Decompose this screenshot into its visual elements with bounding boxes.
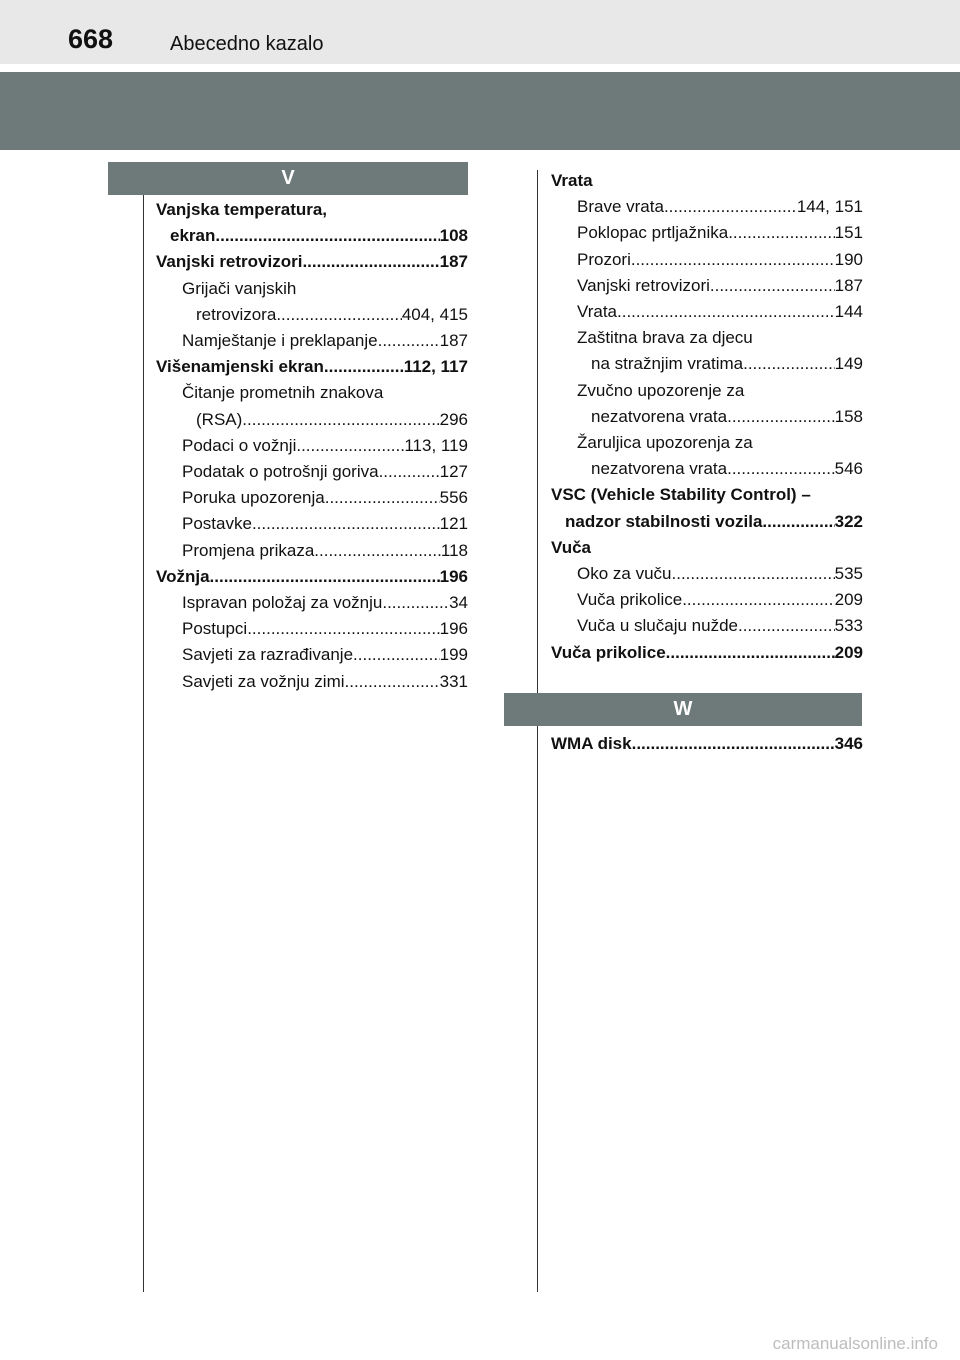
page-number: 668	[68, 24, 114, 54]
index-subentry-head: Zvučno upozorenje za	[577, 380, 745, 400]
index-subentry[interactable]: nezatvorena vrata ..... 158	[551, 404, 863, 430]
index-entry-head: VSC (Vehicle Stability Control) –	[551, 485, 811, 505]
index-entry[interactable]: ekran ..... 108	[156, 223, 468, 249]
index-subentry[interactable]: Ispravan položaj za vožnju ..... 34	[156, 590, 468, 616]
index-subentry[interactable]: Savjeti za razrađivanje ..... 199	[156, 642, 468, 668]
index-subentry[interactable]: Podatak o potrošnji goriva ..... 127	[156, 459, 468, 485]
index-subentry[interactable]: Prozori ..... 190	[551, 247, 863, 273]
right-index-column	[551, 168, 863, 666]
section-title: Abecedno kazalo	[170, 33, 324, 55]
index-subentry[interactable]: Promjena prikaza ..... 118	[156, 538, 468, 564]
left-index-column	[156, 197, 468, 695]
index-subentry[interactable]: Oko za vuču ..... 535	[551, 561, 863, 587]
index-subentry[interactable]: nezatvorena vrata ..... 546	[551, 456, 863, 482]
index-subentry[interactable]: Vuča prikolice ..... 209	[551, 587, 863, 613]
header-band	[0, 72, 960, 150]
letter-header-w	[504, 693, 862, 726]
index-entry[interactable]: nadzor stabilnosti vozila ..... 322	[551, 509, 863, 535]
letter-v: V	[108, 162, 468, 195]
index-entry-head: Vuča	[551, 537, 592, 557]
index-entry[interactable]: Vuča prikolice ..... 209	[551, 640, 863, 666]
letter-w: W	[504, 693, 862, 726]
index-entry[interactable]: Vožnja ..... 196	[156, 564, 468, 590]
index-subentry[interactable]: Namještanje i preklapanje ..... 187	[156, 328, 468, 354]
index-entry-head: Vrata	[551, 171, 593, 190]
index-subentry[interactable]: retrovizora ..... 404, 415	[156, 302, 468, 328]
index-subentry-head: Čitanje prometnih znakova	[182, 383, 384, 403]
index-entry[interactable]: Višenamjenski ekran ..... 112, 117	[156, 354, 468, 380]
letter-header-v	[108, 162, 468, 195]
index-entry[interactable]: Vanjski retrovizori ..... 187	[156, 249, 468, 275]
index-subentry-head: Grijači vanjskih	[182, 278, 297, 298]
index-entry-head: Vanjska temperatura,	[156, 200, 328, 219]
index-subentry[interactable]: Brave vrata ..... 144, 151	[551, 194, 863, 220]
page-header	[0, 0, 960, 64]
index-subentry[interactable]: Poruka upozorenja ..... 556	[156, 485, 468, 511]
index-subentry[interactable]: Savjeti za vožnju zimi ..... 331	[156, 669, 468, 695]
index-subentry[interactable]: Poklopac prtljažnika ..... 151	[551, 220, 863, 246]
index-subentry-head: Žaruljica upozorenja za	[577, 433, 753, 453]
watermark: carmanualsonline.info	[772, 1334, 938, 1353]
index-subentry[interactable]: Podaci o vožnji ..... 113, 119	[156, 433, 468, 459]
index-subentry[interactable]: Postavke ..... 121	[156, 511, 468, 537]
index-subentry[interactable]: na stražnjim vratima ..... 149	[551, 351, 863, 377]
index-subentry[interactable]: Vrata ..... 144	[551, 299, 863, 325]
index-subentry[interactable]: Postupci ..... 196	[156, 616, 468, 642]
right-index-column-w	[551, 731, 863, 757]
index-subentry[interactable]: Vanjski retrovizori ..... 187	[551, 273, 863, 299]
index-subentry[interactable]: (RSA) ..... 296	[156, 407, 468, 433]
right-column-rule	[537, 170, 538, 1292]
index-subentry[interactable]: Vuča u slučaju nužde ..... 533	[551, 613, 863, 639]
index-entry[interactable]: WMA disk ..... 346	[551, 731, 863, 757]
left-column-rule	[143, 170, 144, 1292]
index-subentry-head: Zaštitna brava za djecu	[577, 328, 753, 348]
